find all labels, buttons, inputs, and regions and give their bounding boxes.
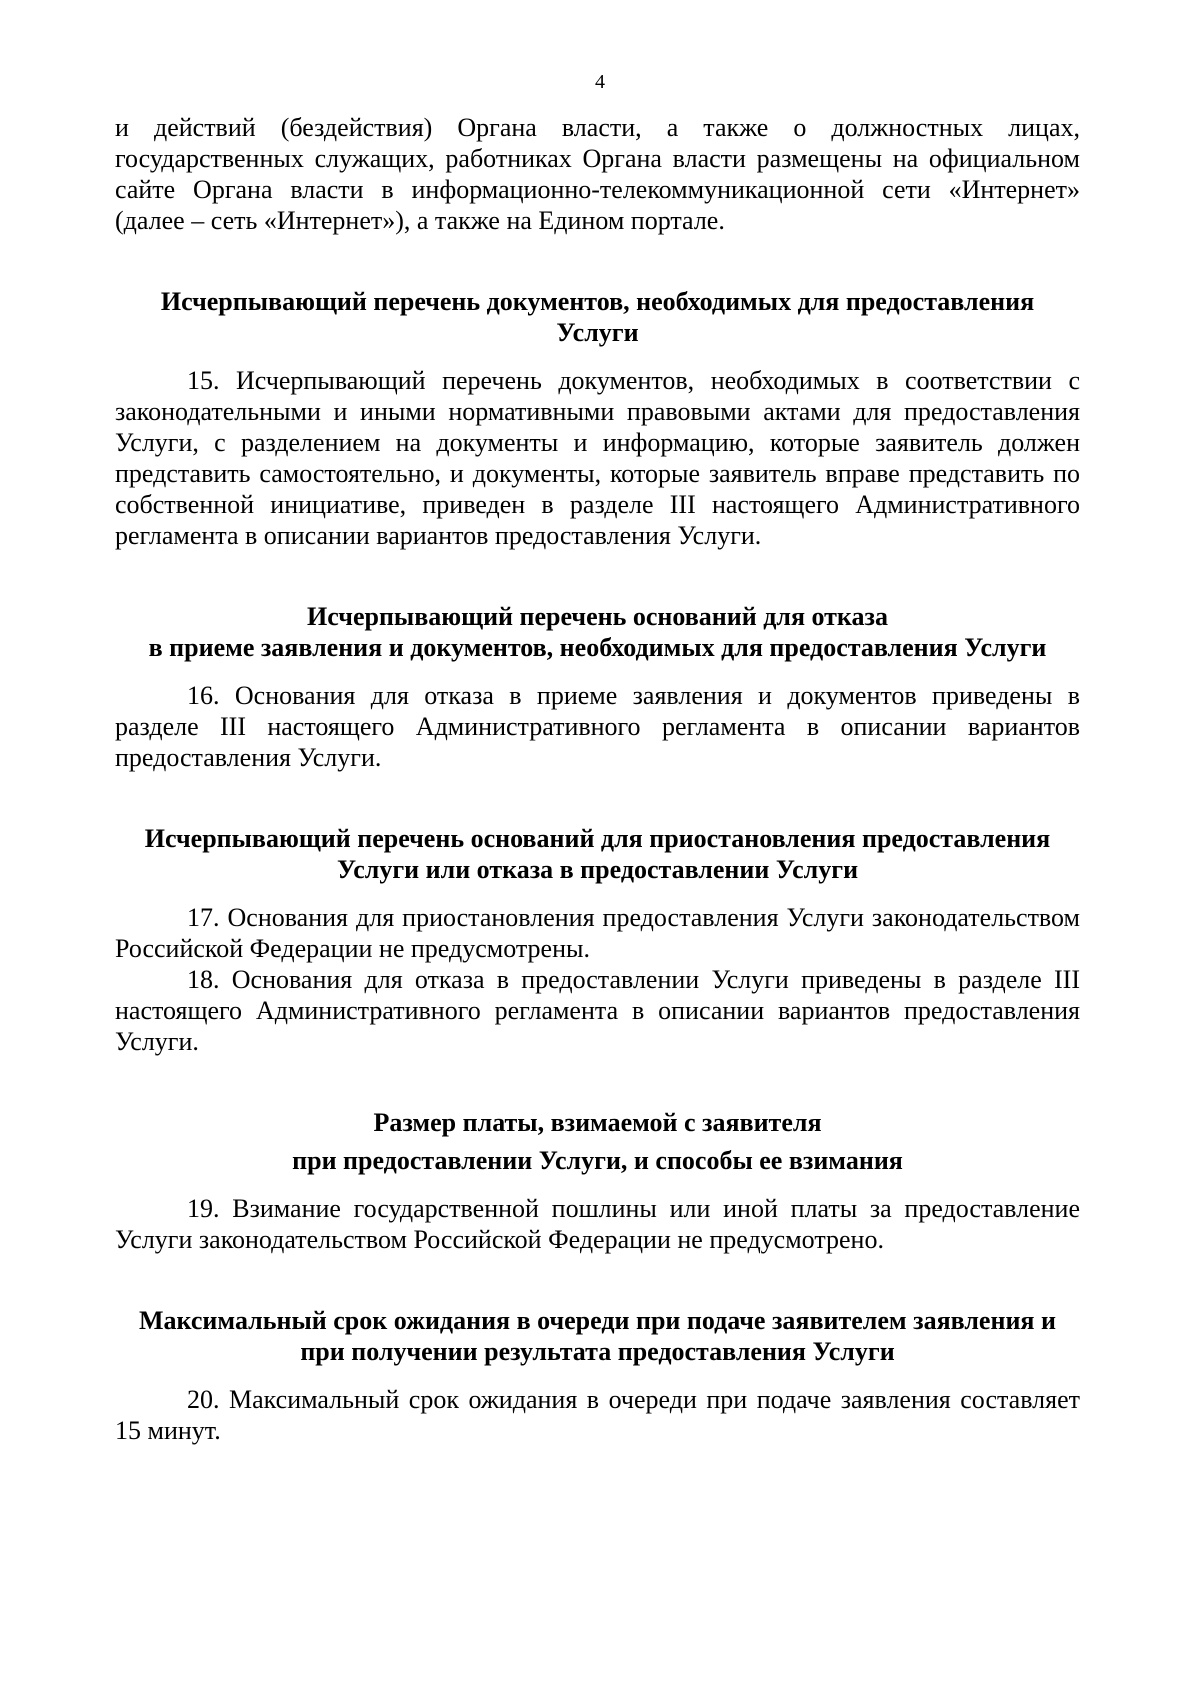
- page-number: 4: [595, 71, 605, 93]
- heading-line: Исчерпывающий перечень оснований для приостановления предоставления: [144, 824, 1051, 853]
- paragraph-16: 16. Основания для отказа в приеме заявления и документов приведены в разделе III настоящего Административного регламента в описании вариантов предоставления Услуги.: [115, 681, 1080, 772]
- paragraph-19: 19. Взимание государственной пошлины или иной платы за предоставление Услуги законодательством Российской Федерации не предусмотрено.: [115, 1194, 1080, 1254]
- heading-line: при предоставлении Услуги, и способы ее взимания: [292, 1146, 903, 1175]
- paragraph-17: 17. Основания для приостановления предоставления Услуги законодательством Российской Федерации не предусмотрены.: [115, 903, 1080, 963]
- heading-line: при получении результата предоставления Услуги: [300, 1337, 895, 1366]
- section-heading-documents: [115, 286, 1080, 348]
- heading-line: Услуги: [556, 318, 639, 347]
- section-heading-fee: [115, 1107, 1080, 1176]
- section-heading-queue-time: [115, 1305, 1080, 1367]
- document-body: [115, 112, 1080, 1446]
- heading-line: Услуги или отказа в предоставлении Услуги: [336, 855, 859, 884]
- paragraph-15: 15. Исчерпывающий перечень документов, необходимых в соответствии с законодательными и иными нормативными правовыми актами для предоставления Услуги, с разделением на документы и информацию, которые заявитель должен представить самостоятельно, и документы, которые заявитель вправе представить по собственной инициативе, приведен в разделе III настоящего Административного регламента в описании вариантов предоставления Услуги.: [115, 366, 1080, 550]
- heading-line: Максимальный срок ожидания в очереди при подаче заявителем заявления и: [139, 1306, 1056, 1335]
- heading-line: Исчерпывающий перечень документов, необходимых для предоставления: [160, 287, 1035, 316]
- heading-line: в приеме заявления и документов, необходимых для предоставления Услуги: [148, 633, 1047, 662]
- heading-line: Исчерпывающий перечень оснований для отказа: [307, 602, 888, 631]
- intro-paragraph: и действий (бездействия) Органа власти, а также о должностных лицах, государственных служащих, работниках Органа власти размещены на официальном сайте Органа власти в информационно-телекоммуникационной сети «Интернет» (далее – сеть «Интернет»), а также на Едином портале.: [115, 113, 1080, 235]
- section-heading-refusal-reception: [115, 601, 1080, 663]
- paragraph-18: 18. Основания для отказа в предоставлении Услуги приведены в разделе III настоящего Административного регламента в описании вариантов предоставления Услуги.: [115, 965, 1080, 1056]
- section-heading-suspension: [115, 823, 1080, 885]
- paragraph-20: 20. Максимальный срок ожидания в очереди при подаче заявления составляет 15 минут.: [115, 1385, 1080, 1445]
- heading-line: Размер платы, взимаемой с заявителя: [373, 1108, 822, 1137]
